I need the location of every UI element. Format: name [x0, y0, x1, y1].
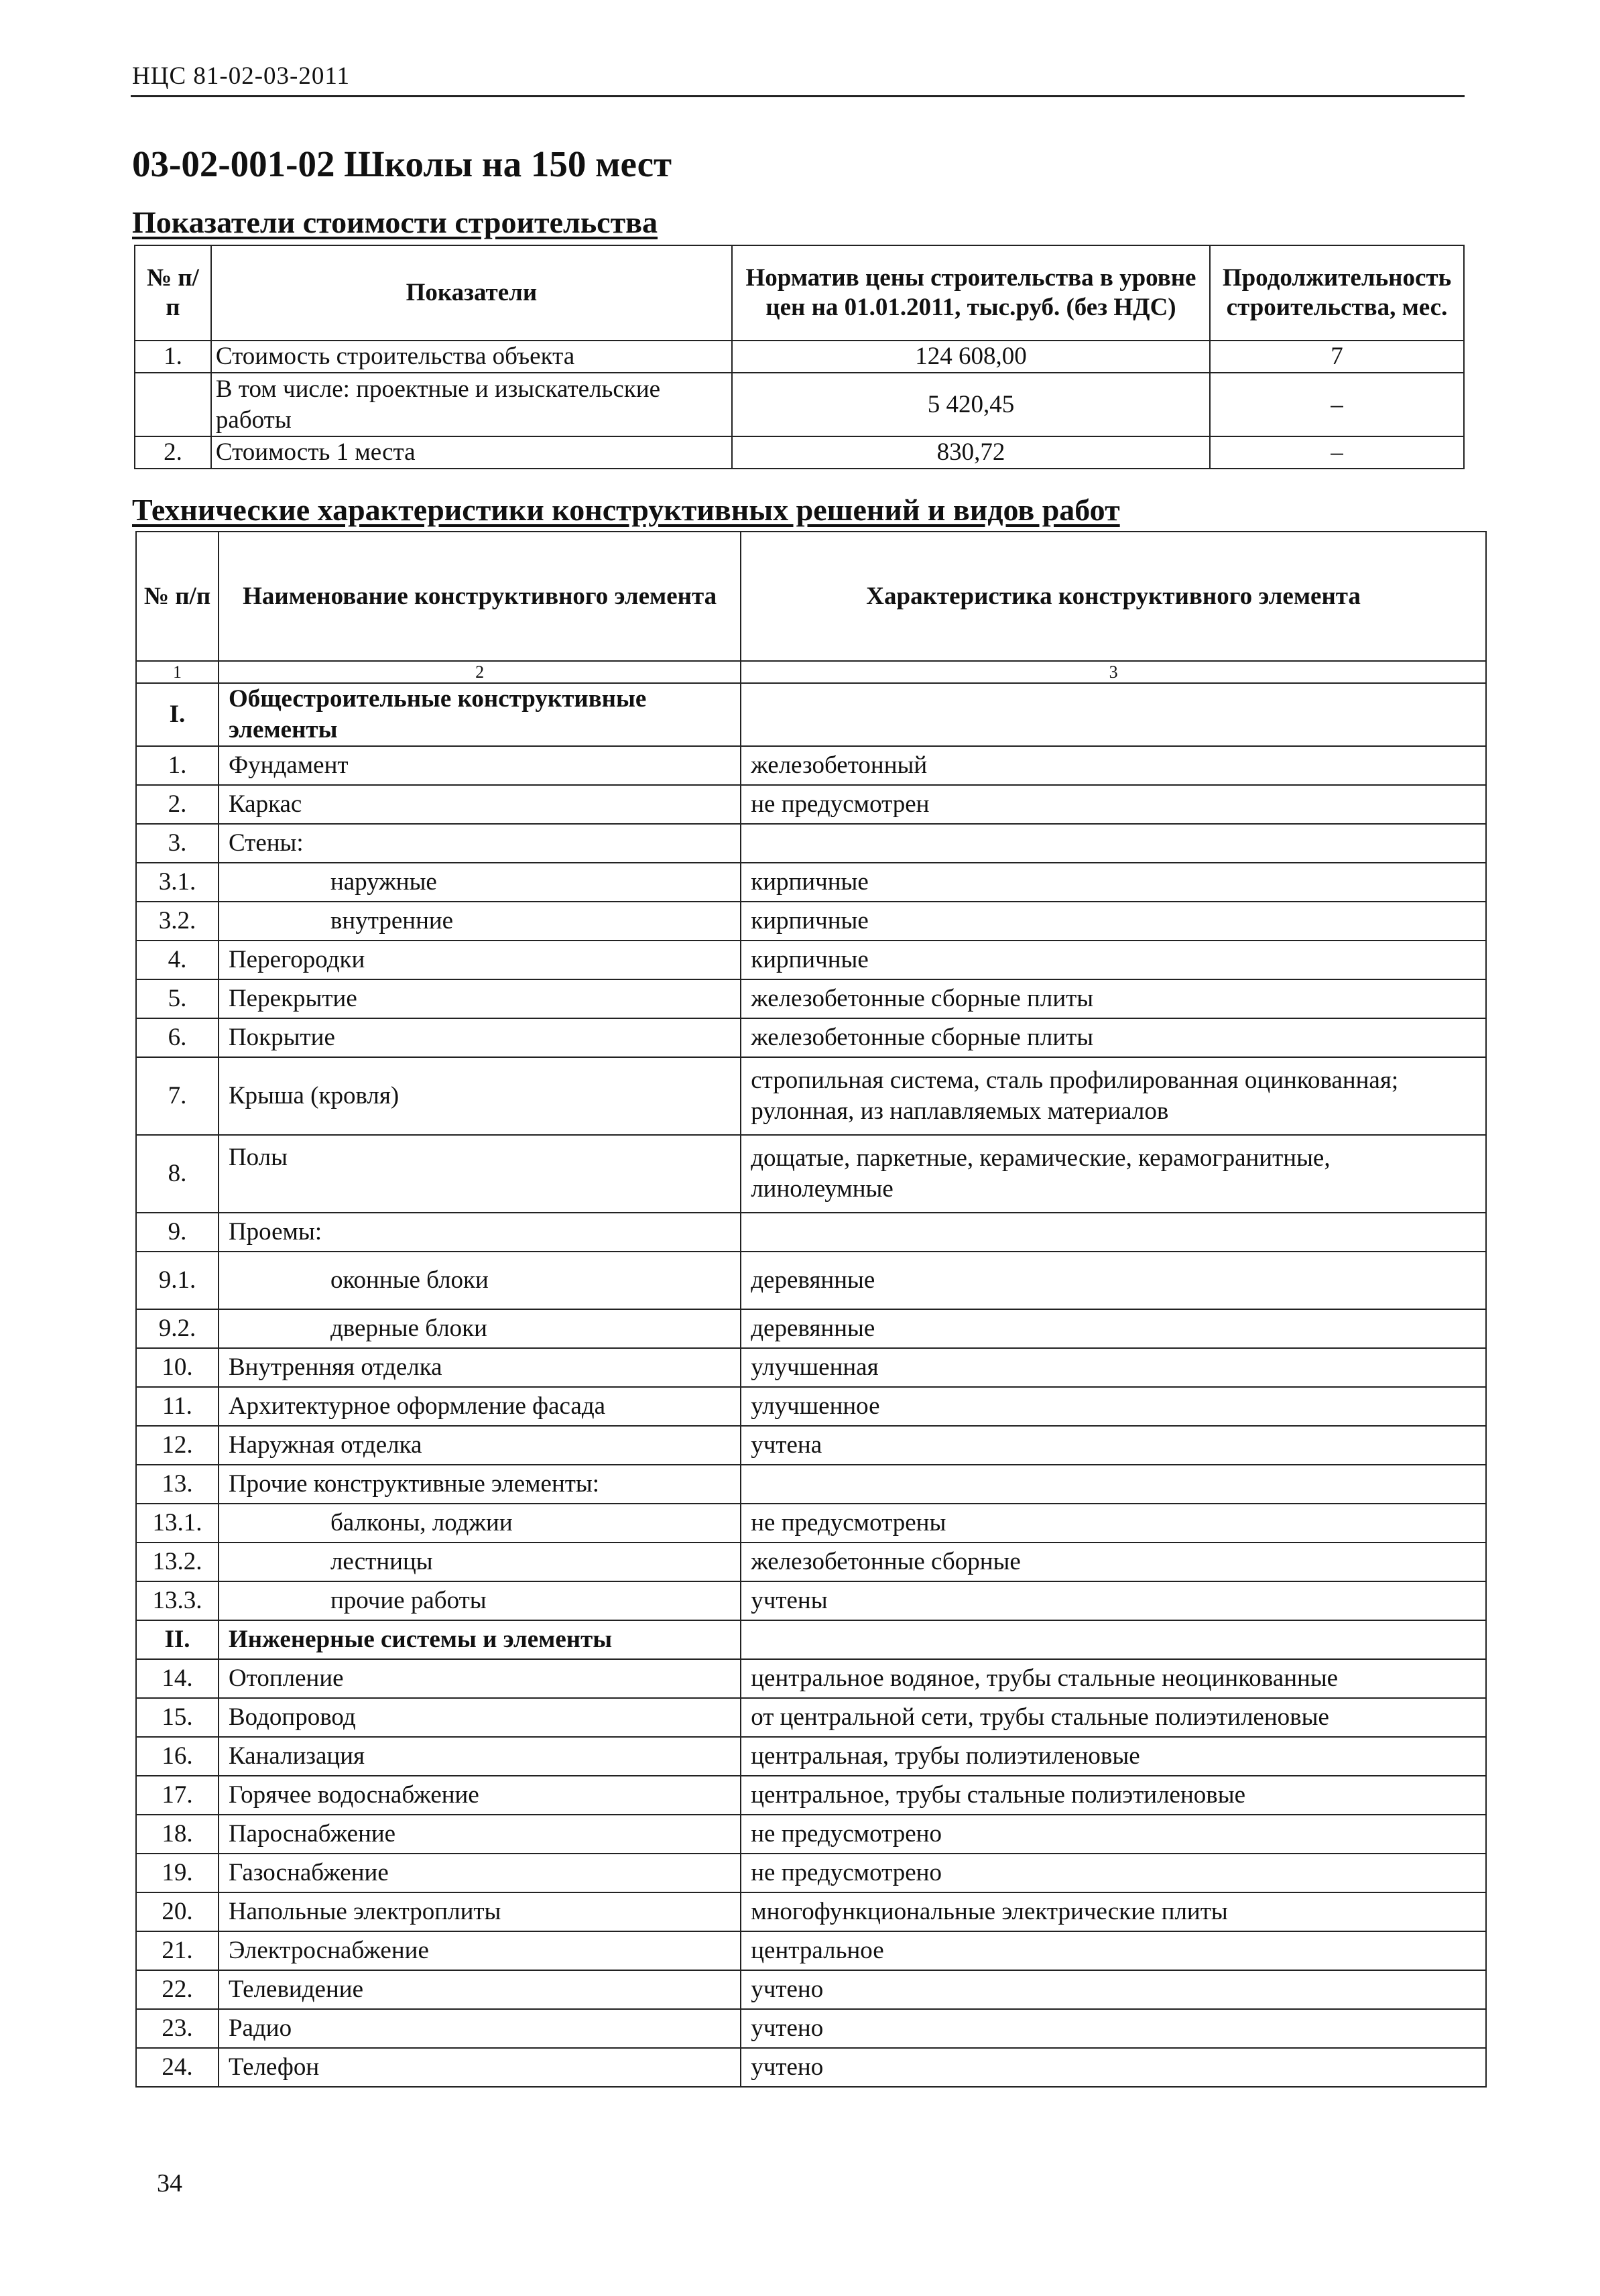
row-value: центральная, трубы полиэтиленовые	[741, 1737, 1486, 1776]
row-value: кирпичные	[741, 902, 1486, 941]
cost-row-name: Стоимость 1 места	[211, 436, 732, 469]
row-name: Каркас	[219, 785, 741, 824]
table-row	[136, 1426, 1486, 1465]
table-row	[136, 824, 1486, 863]
table-row	[136, 1387, 1486, 1426]
table-row	[136, 1135, 1486, 1213]
row-name: оконные блоки	[219, 1252, 741, 1309]
table-row	[136, 1309, 1486, 1348]
row-value: железобетонные сборные плиты	[741, 979, 1486, 1018]
table-row	[136, 746, 1486, 785]
table-row	[136, 1213, 1486, 1252]
table-row	[136, 1698, 1486, 1737]
table-row	[136, 1815, 1486, 1854]
row-name: Полы	[219, 1135, 741, 1213]
row-num: 9.1.	[136, 1252, 219, 1309]
row-name: Радио	[219, 2009, 741, 2048]
row-name: Общестроительные конструктивные элементы	[219, 683, 741, 746]
row-value: дощатые, паркетные, керамические, керамогранитные, линолеумные	[741, 1135, 1486, 1213]
cost-row-num: 1.	[135, 341, 211, 373]
row-num: 11.	[136, 1387, 219, 1426]
row-num: 16.	[136, 1737, 219, 1776]
row-num: 5.	[136, 979, 219, 1018]
row-value: многофункциональные электрические плиты	[741, 1892, 1486, 1931]
cost-table-row	[135, 341, 1464, 373]
row-num: 3.1.	[136, 863, 219, 902]
table-row	[136, 1581, 1486, 1620]
tech-section-heading-text: Технические характеристики конструктивных решений и видов работ	[132, 493, 1120, 527]
row-value: не предусмотрено	[741, 1854, 1486, 1892]
row-name: балконы, лоджии	[219, 1504, 741, 1543]
row-num: 2.	[136, 785, 219, 824]
document-code: НЦС 81-02-03-2011	[132, 62, 350, 90]
cost-table-header-row	[135, 245, 1464, 341]
row-value	[741, 824, 1486, 863]
row-name: Водопровод	[219, 1698, 741, 1737]
tech-col-value: Характеристика конструктивного элемента	[741, 532, 1486, 661]
row-num: 14.	[136, 1659, 219, 1698]
cost-col-indicator: Показатели	[211, 245, 732, 341]
table-row	[136, 1504, 1486, 1543]
cost-row-num	[135, 373, 211, 436]
row-num: 6.	[136, 1018, 219, 1057]
row-num: 13.3.	[136, 1581, 219, 1620]
row-name: Стены:	[219, 824, 741, 863]
row-num: 4.	[136, 941, 219, 979]
row-value: железобетонный	[741, 746, 1486, 785]
table-row	[136, 863, 1486, 902]
table-row	[136, 1737, 1486, 1776]
row-name: Наружная отделка	[219, 1426, 741, 1465]
row-value: улучшенное	[741, 1387, 1486, 1426]
row-num: 8.	[136, 1135, 219, 1213]
row-value: не предусмотрены	[741, 1504, 1486, 1543]
table-row	[136, 941, 1486, 979]
row-name: Канализация	[219, 1737, 741, 1776]
table-row	[136, 785, 1486, 824]
row-value: учтено	[741, 2048, 1486, 2087]
row-value: учтена	[741, 1426, 1486, 1465]
row-value	[741, 683, 1486, 746]
row-value: улучшенная	[741, 1348, 1486, 1387]
row-value: кирпичные	[741, 863, 1486, 902]
col-number: 3	[741, 661, 1486, 683]
row-name: прочие работы	[219, 1581, 741, 1620]
row-value: от центральной сети, трубы стальные полиэтиленовые	[741, 1698, 1486, 1737]
table-row	[136, 683, 1486, 746]
cost-row-name: Стоимость строительства объекта	[211, 341, 732, 373]
cost-row-duration: 7	[1210, 341, 1464, 373]
cost-row-price: 830,72	[732, 436, 1210, 469]
table-row	[136, 1018, 1486, 1057]
col-number: 1	[136, 661, 219, 683]
row-name: Электроснабжение	[219, 1931, 741, 1970]
row-value: не предусмотрено	[741, 1815, 1486, 1854]
row-value: деревянные	[741, 1252, 1486, 1309]
row-num: 9.	[136, 1213, 219, 1252]
row-name: Инженерные системы и элементы	[219, 1620, 741, 1659]
cost-row-duration: –	[1210, 436, 1464, 469]
row-num: 24.	[136, 2048, 219, 2087]
row-value	[741, 1213, 1486, 1252]
table-row	[136, 1348, 1486, 1387]
row-num: 21.	[136, 1931, 219, 1970]
tech-col-numbers-row	[136, 661, 1486, 683]
row-name: внутренние	[219, 902, 741, 941]
tech-col-name: Наименование конструктивного элемента	[219, 532, 741, 661]
row-value: центральное, трубы стальные полиэтиленовые	[741, 1776, 1486, 1815]
row-name: Телефон	[219, 2048, 741, 2087]
row-name: Внутренняя отделка	[219, 1348, 741, 1387]
row-name: Перегородки	[219, 941, 741, 979]
tech-section-heading	[132, 492, 1120, 528]
cost-row-price: 124 608,00	[732, 341, 1210, 373]
row-name: Газоснабжение	[219, 1854, 741, 1892]
row-value: железобетонные сборные плиты	[741, 1018, 1486, 1057]
header-divider	[131, 95, 1465, 97]
cost-col-price: Норматив цены строительства в уровне цен на 01.01.2011, тыс.руб. (без НДС)	[732, 245, 1210, 341]
row-value: центральное водяное, трубы стальные неоцинкованные	[741, 1659, 1486, 1698]
page-number: 34	[157, 2169, 182, 2197]
row-value: не предусмотрен	[741, 785, 1486, 824]
row-value	[741, 1465, 1486, 1504]
row-name: Фундамент	[219, 746, 741, 785]
table-row	[136, 1057, 1486, 1135]
row-num: 13.	[136, 1465, 219, 1504]
cost-table	[134, 245, 1465, 469]
row-value: учтено	[741, 2009, 1486, 2048]
table-row	[136, 1892, 1486, 1931]
table-row	[136, 2009, 1486, 2048]
row-num: 18.	[136, 1815, 219, 1854]
row-name: Горячее водоснабжение	[219, 1776, 741, 1815]
row-name: дверные блоки	[219, 1309, 741, 1348]
row-num: 20.	[136, 1892, 219, 1931]
row-num: I.	[136, 683, 219, 746]
row-num: II.	[136, 1620, 219, 1659]
tech-table-header-row	[136, 532, 1486, 661]
row-name: Телевидение	[219, 1970, 741, 2009]
row-value: учтены	[741, 1581, 1486, 1620]
row-name: Прочие конструктивные элементы:	[219, 1465, 741, 1504]
cost-col-num: № п/п	[135, 245, 211, 341]
row-num: 10.	[136, 1348, 219, 1387]
row-name: наружные	[219, 863, 741, 902]
row-value: кирпичные	[741, 941, 1486, 979]
row-num: 12.	[136, 1426, 219, 1465]
row-num: 3.	[136, 824, 219, 863]
page-title: 03-02-001-02 Школы на 150 мест	[132, 143, 672, 184]
cost-row-price: 5 420,45	[732, 373, 1210, 436]
tech-table	[135, 531, 1487, 2088]
cost-row-name: В том числе: проектные и изыскательские работы	[211, 373, 732, 436]
cost-section-heading	[132, 204, 658, 240]
table-row	[136, 1659, 1486, 1698]
table-row	[136, 1854, 1486, 1892]
cost-table-row	[135, 373, 1464, 436]
cost-row-num: 2.	[135, 436, 211, 469]
tech-col-num: № п/п	[136, 532, 219, 661]
row-name: Проемы:	[219, 1213, 741, 1252]
row-value	[741, 1620, 1486, 1659]
row-value: деревянные	[741, 1309, 1486, 1348]
col-number: 2	[219, 661, 741, 683]
row-value: стропильная система, сталь профилированная оцинкованная; рулонная, из наплавляемых материалов	[741, 1057, 1486, 1135]
table-row	[136, 1465, 1486, 1504]
row-name: лестницы	[219, 1543, 741, 1581]
table-row	[136, 1252, 1486, 1309]
row-value: железобетонные сборные	[741, 1543, 1486, 1581]
row-num: 3.2.	[136, 902, 219, 941]
table-row	[136, 1931, 1486, 1970]
table-row	[136, 902, 1486, 941]
table-row	[136, 1543, 1486, 1581]
row-value: центральное	[741, 1931, 1486, 1970]
row-name: Покрытие	[219, 1018, 741, 1057]
row-num: 23.	[136, 2009, 219, 2048]
row-value: учтено	[741, 1970, 1486, 2009]
table-row	[136, 1970, 1486, 2009]
row-name: Перекрытие	[219, 979, 741, 1018]
row-num: 9.2.	[136, 1309, 219, 1348]
row-num: 13.1.	[136, 1504, 219, 1543]
table-row	[136, 1776, 1486, 1815]
row-name: Отопление	[219, 1659, 741, 1698]
row-name: Крыша (кровля)	[219, 1057, 741, 1135]
row-num: 19.	[136, 1854, 219, 1892]
row-name: Напольные электроплиты	[219, 1892, 741, 1931]
row-name: Архитектурное оформление фасада	[219, 1387, 741, 1426]
cost-section-heading-text: Показатели стоимости строительства	[132, 205, 658, 239]
row-num: 22.	[136, 1970, 219, 2009]
row-num: 7.	[136, 1057, 219, 1135]
table-row	[136, 2048, 1486, 2087]
row-name: Пароснабжение	[219, 1815, 741, 1854]
row-num: 13.2.	[136, 1543, 219, 1581]
cost-col-duration: Продолжительность строительства, мес.	[1210, 245, 1464, 341]
row-num: 1.	[136, 746, 219, 785]
row-num: 17.	[136, 1776, 219, 1815]
cost-row-duration: –	[1210, 373, 1464, 436]
row-num: 15.	[136, 1698, 219, 1737]
table-row	[136, 979, 1486, 1018]
cost-table-row	[135, 436, 1464, 469]
table-row	[136, 1620, 1486, 1659]
